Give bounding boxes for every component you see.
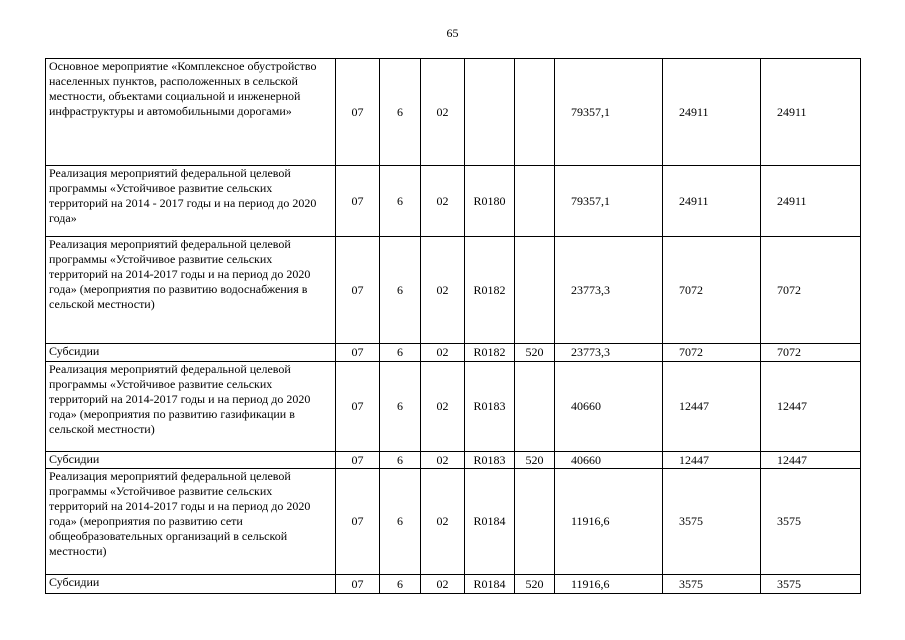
expense-type-code: 520 bbox=[515, 452, 555, 469]
expense-type-code bbox=[515, 362, 555, 452]
program-code: 02 bbox=[421, 237, 465, 344]
amount-year-2: 24911 bbox=[663, 166, 761, 237]
program-code: 02 bbox=[421, 575, 465, 594]
amount-year-2: 3575 bbox=[663, 575, 761, 594]
amount-year-3: 7072 bbox=[761, 344, 861, 362]
section-code: 07 bbox=[336, 59, 380, 166]
expense-type-code: 520 bbox=[515, 344, 555, 362]
table-row bbox=[46, 344, 861, 362]
row-name: Реализация мероприятий федеральной целевой программы «Устойчивое развитие сельских территорий на 2014-2017 годы и на период до 2020 года» (мероприятия по развитию сети общеобразовательных организаций в сельской местности) bbox=[46, 469, 336, 575]
section-code: 07 bbox=[336, 237, 380, 344]
expense-type-code: 520 bbox=[515, 575, 555, 594]
table-row bbox=[46, 469, 861, 575]
subsection-code: 6 bbox=[380, 469, 421, 575]
amount-year-2: 24911 bbox=[663, 59, 761, 166]
target-article-code: R0182 bbox=[465, 344, 515, 362]
amount-year-3: 24911 bbox=[761, 166, 861, 237]
row-name: Реализация мероприятий федеральной целевой программы «Устойчивое развитие сельских территорий на 2014 - 2017 годы и на период до 2020 года» bbox=[46, 166, 336, 237]
amount-year-1: 11916,6 bbox=[555, 575, 663, 594]
table-row bbox=[46, 166, 861, 237]
amount-year-2: 7072 bbox=[663, 344, 761, 362]
row-name: Субсидии bbox=[46, 344, 336, 362]
subsection-code: 6 bbox=[380, 452, 421, 469]
amount-year-1: 23773,3 bbox=[555, 344, 663, 362]
target-article-code: R0183 bbox=[465, 362, 515, 452]
amount-year-2: 12447 bbox=[663, 362, 761, 452]
target-article-code: R0184 bbox=[465, 469, 515, 575]
subsection-code: 6 bbox=[380, 59, 421, 166]
page-number: 65 bbox=[446, 26, 459, 40]
expense-type-code bbox=[515, 166, 555, 237]
target-article-code: R0184 bbox=[465, 575, 515, 594]
row-name: Реализация мероприятий федеральной целевой программы «Устойчивое развитие сельских территорий на 2014-2017 годы и на период до 2020 года» (мероприятия по развитию водоснабжения в сельской местности) bbox=[46, 237, 336, 344]
program-code: 02 bbox=[421, 59, 465, 166]
section-code: 07 bbox=[336, 344, 380, 362]
amount-year-1: 11916,6 bbox=[555, 469, 663, 575]
amount-year-2: 12447 bbox=[663, 452, 761, 469]
row-name: Субсидии bbox=[46, 575, 336, 594]
amount-year-3: 3575 bbox=[761, 469, 861, 575]
table-row bbox=[46, 452, 861, 469]
row-name: Основное мероприятие «Комплексное обустройство населенных пунктов, расположенных в сельской местности, объектами социальной и инженерной инфраструктуры и автомобильными дорогами» bbox=[46, 59, 336, 166]
section-code: 07 bbox=[336, 166, 380, 237]
program-code: 02 bbox=[421, 344, 465, 362]
table-row bbox=[46, 362, 861, 452]
expense-type-code bbox=[515, 59, 555, 166]
subsection-code: 6 bbox=[380, 237, 421, 344]
amount-year-1: 79357,1 bbox=[555, 59, 663, 166]
amount-year-3: 12447 bbox=[761, 452, 861, 469]
target-article-code bbox=[465, 59, 515, 166]
amount-year-2: 3575 bbox=[663, 469, 761, 575]
amount-year-1: 40660 bbox=[555, 452, 663, 469]
section-code: 07 bbox=[336, 575, 380, 594]
subsection-code: 6 bbox=[380, 362, 421, 452]
amount-year-3: 24911 bbox=[761, 59, 861, 166]
expense-type-code bbox=[515, 237, 555, 344]
target-article-code: R0182 bbox=[465, 237, 515, 344]
target-article-code: R0180 bbox=[465, 166, 515, 237]
table-row bbox=[46, 59, 861, 166]
program-code: 02 bbox=[421, 166, 465, 237]
subsection-code: 6 bbox=[380, 166, 421, 237]
row-name: Субсидии bbox=[46, 452, 336, 469]
amount-year-2: 7072 bbox=[663, 237, 761, 344]
expense-type-code bbox=[515, 469, 555, 575]
table-row bbox=[46, 237, 861, 344]
section-code: 07 bbox=[336, 452, 380, 469]
amount-year-3: 3575 bbox=[761, 575, 861, 594]
section-code: 07 bbox=[336, 362, 380, 452]
subsection-code: 6 bbox=[380, 344, 421, 362]
budget-table bbox=[45, 58, 861, 594]
program-code: 02 bbox=[421, 452, 465, 469]
amount-year-1: 40660 bbox=[555, 362, 663, 452]
section-code: 07 bbox=[336, 469, 380, 575]
amount-year-3: 7072 bbox=[761, 237, 861, 344]
table-row bbox=[46, 575, 861, 594]
amount-year-1: 79357,1 bbox=[555, 166, 663, 237]
amount-year-1: 23773,3 bbox=[555, 237, 663, 344]
target-article-code: R0183 bbox=[465, 452, 515, 469]
program-code: 02 bbox=[421, 469, 465, 575]
amount-year-3: 12447 bbox=[761, 362, 861, 452]
program-code: 02 bbox=[421, 362, 465, 452]
row-name: Реализация мероприятий федеральной целевой программы «Устойчивое развитие сельских территорий на 2014-2017 годы и на период до 2020 года» (мероприятия по развитию газификации в сельской местности) bbox=[46, 362, 336, 452]
subsection-code: 6 bbox=[380, 575, 421, 594]
